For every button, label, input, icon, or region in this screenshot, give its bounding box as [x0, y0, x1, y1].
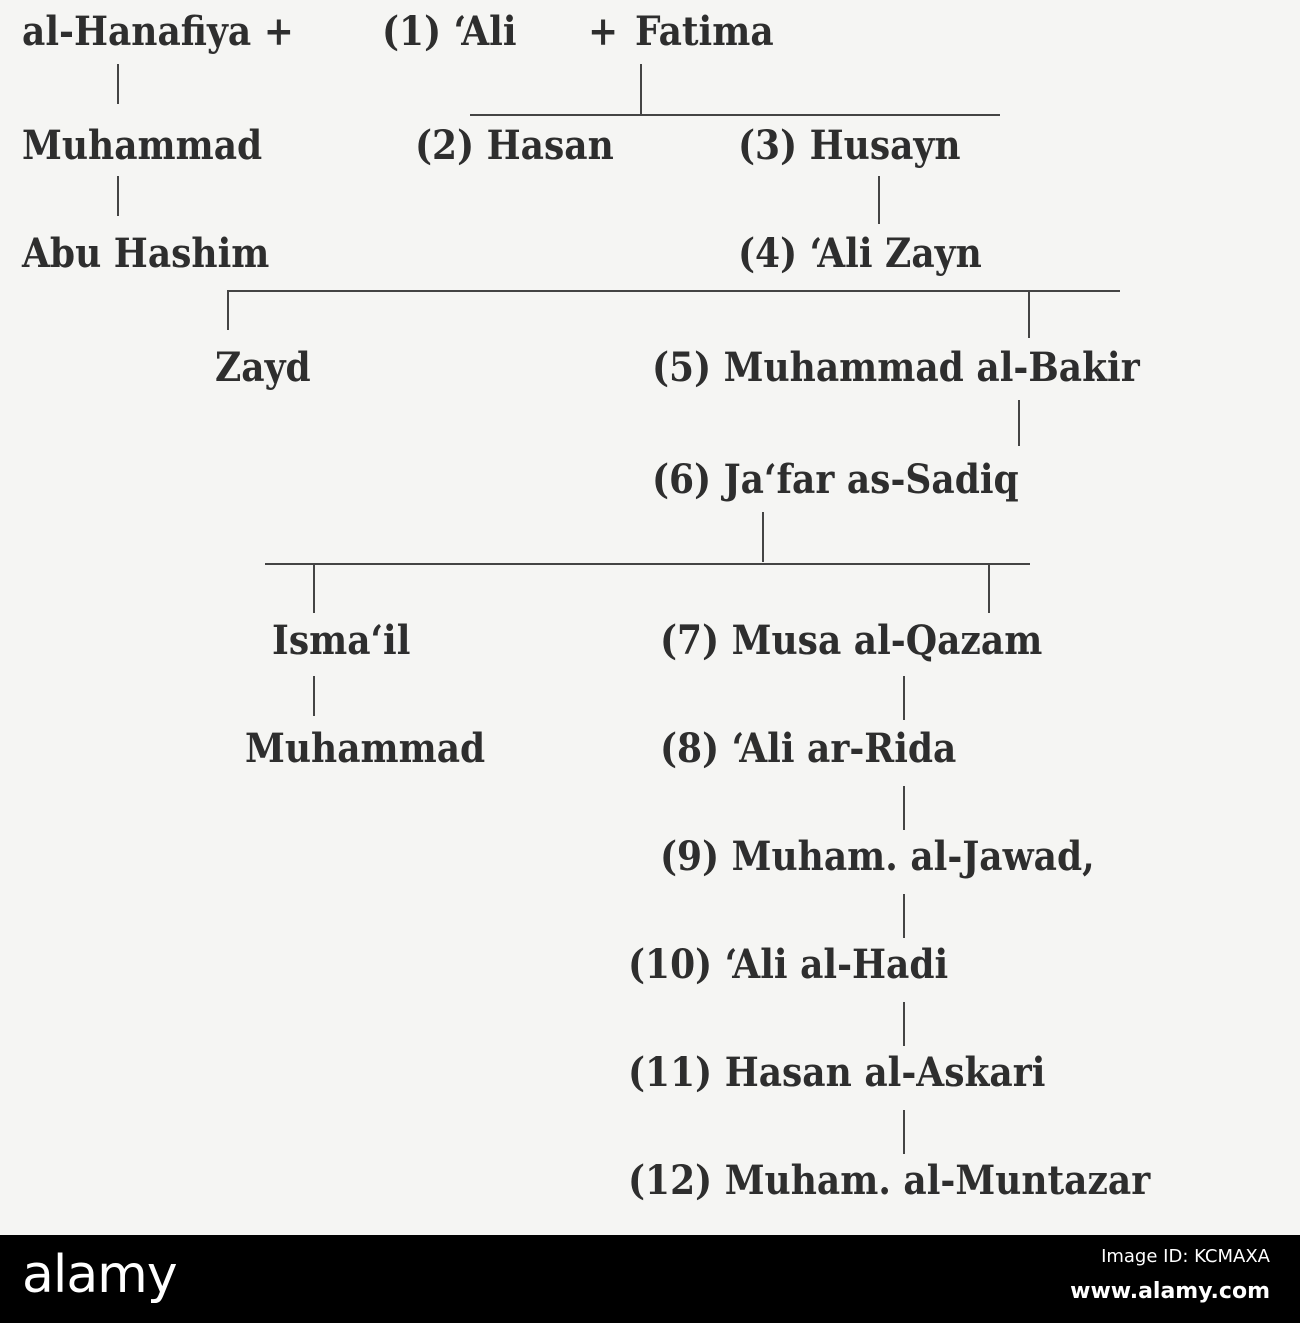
node-zayd: Zayd [215, 344, 311, 391]
bracket-jafar-children [265, 563, 1030, 565]
connector-musa-ali-rida [903, 676, 905, 720]
node-abu-hashim: Abu Hashim [22, 230, 270, 277]
image-id-label: Image ID: KCMAXA [1101, 1246, 1270, 1267]
node-hasan: (2) Hasan [415, 122, 614, 169]
connector-ali-fatima-children [640, 64, 642, 114]
node-muhammad-ismail: Muhammad [245, 725, 486, 772]
connector-hanafiya-muhammad [117, 64, 119, 104]
node-muhammad-hanafiya: Muhammad [22, 122, 263, 169]
connector-rida-jawad [903, 786, 905, 830]
connector-jafar-children [762, 512, 764, 562]
node-ali: (1) ‘Ali [382, 8, 517, 55]
node-al-hanafiya: al-Hanafiya + [22, 8, 294, 55]
site-url-label: www.alamy.com [1070, 1279, 1270, 1304]
connector-hadi-askari [903, 1002, 905, 1046]
marriage-plus-sign: + [588, 8, 619, 55]
node-musa-al-qazam: (7) Musa al-Qazam [660, 617, 1043, 664]
connector-husayn-ali-zayn [878, 176, 880, 224]
node-husayn: (3) Husayn [738, 122, 961, 169]
watermark-footer [0, 1235, 1300, 1323]
connector-to-musa [988, 563, 990, 613]
connector-bakir-jafar [1018, 400, 1020, 446]
node-ali-ar-rida: (8) ‘Ali ar-Rida [660, 725, 957, 772]
connector-to-muhammad-bakir [1028, 290, 1030, 338]
connector-ismail-muhammad [313, 676, 315, 716]
node-fatima: Fatima [635, 8, 774, 55]
connector-jawad-hadi [903, 894, 905, 938]
connector-muhammad-abu-hashim [117, 176, 119, 216]
bracket-ali-zayn-children [227, 290, 1120, 292]
node-ismail: Isma‘il [272, 617, 411, 664]
node-muham-al-muntazar: (12) Muham. al-Muntazar [628, 1157, 1151, 1204]
bracket-ali-fatima-children [470, 114, 1000, 116]
node-muhammad-bakir: (5) Muhammad al-Bakir [652, 344, 1140, 391]
node-muham-al-jawad: (9) Muham. al-Jawad, [660, 833, 1095, 880]
connector-to-ismail [313, 563, 315, 613]
node-ali-zayn: (4) ‘Ali Zayn [738, 230, 982, 277]
connector-askari-muntazar [903, 1110, 905, 1154]
connector-to-zayd [227, 290, 229, 330]
alamy-logo: alamy [22, 1245, 177, 1305]
node-hasan-al-askari: (11) Hasan al-Askari [628, 1049, 1046, 1096]
node-jafar-as-sadiq: (6) Ja‘far as-Sadiq [652, 456, 1019, 503]
node-ali-al-hadi: (10) ‘Ali al-Hadi [628, 941, 949, 988]
